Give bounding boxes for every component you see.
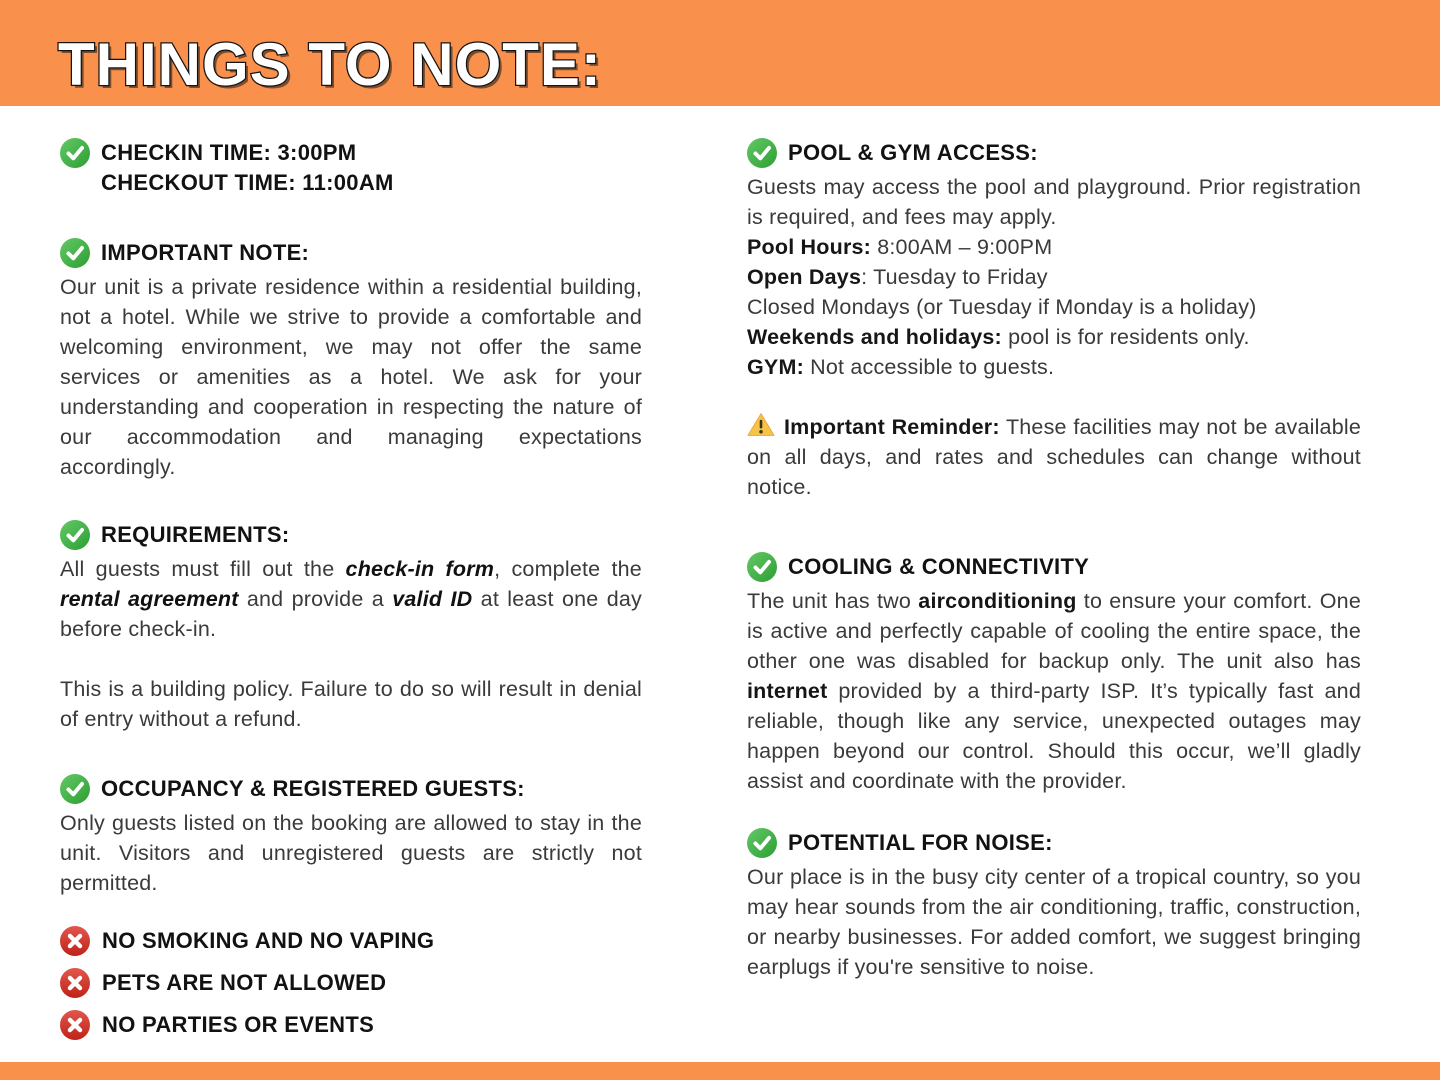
page-title: THINGS TO NOTE: [58, 31, 602, 98]
prohibited-list [60, 926, 642, 1040]
requirements-heading: REQUIREMENTS: [101, 522, 290, 547]
checkin-time-label: CHECKIN TIME: 3:00PM [101, 140, 357, 165]
left-column [60, 138, 642, 1052]
cross-circle-icon [60, 968, 90, 998]
footer-strip [0, 1062, 1440, 1080]
closed-mondays-line: Closed Mondays (or Tuesday if Monday is a holiday) [747, 295, 1257, 319]
important-note-heading: IMPORTANT NOTE: [101, 240, 310, 265]
occupancy-heading: OCCUPANCY & REGISTERED GUESTS: [101, 776, 525, 801]
section-checkin-times [60, 138, 642, 198]
cooling-heading: COOLING & CONNECTIVITY [788, 554, 1090, 579]
check-circle-icon [747, 138, 777, 168]
rule-no-pets [60, 968, 642, 998]
rule-label: PETS ARE NOT ALLOWED [102, 970, 387, 995]
gym-line: GYM: Not accessible to guests. [747, 355, 1055, 379]
check-circle-icon [747, 552, 777, 582]
check-circle-icon [60, 138, 90, 168]
rule-no-smoking [60, 926, 642, 956]
important-note-body: Our unit is a private residence within a residential building, not a hotel. While we strive to provide a comfortable and welcoming environment, we may not offer the same services or amenities as a hotel. We ask for your understanding and cooperation in respecting the nature of our accommodation and managing expectations accordingly. [60, 275, 642, 479]
pool-gym-body: Guests may access the pool and playground. Prior registration is required, and fees may apply. [747, 175, 1361, 229]
cooling-body: The unit has two airconditioning to ensure your comfort. One is active and perfectly capable of cooling the entire space, the other one was disabled for backup only. The unit also has internet provided by a third-party ISP. It’s typically fast and reliable, though like any service, unexpected outages may happen beyond our control. Should this occur, we’ll gladly assist and coordinate with the provider. [747, 589, 1361, 793]
rule-label: NO PARTIES OR EVENTS [102, 1012, 375, 1037]
section-occupancy [60, 774, 642, 898]
check-circle-icon [60, 774, 90, 804]
section-noise [747, 828, 1361, 982]
section-cooling-connectivity [747, 552, 1361, 796]
warning-triangle-icon [747, 412, 775, 437]
pool-hours-line: Pool Hours: 8:00AM – 9:00PM [747, 235, 1053, 259]
section-requirements [60, 520, 642, 734]
check-circle-icon [60, 520, 90, 550]
cross-circle-icon [60, 926, 90, 956]
rule-no-parties [60, 1010, 642, 1040]
requirements-para2: This is a building policy. Failure to do so will result in denial of entry without a refund. [60, 677, 642, 731]
rule-label: NO SMOKING AND NO VAPING [102, 928, 435, 953]
noise-body: Our place is in the busy city center of a tropical country, so you may hear sounds from the air conditioning, traffic, construction, or nearby businesses. For added comfort, we suggest bringing earplugs if you're sensitive to noise. [747, 865, 1361, 979]
checkout-time-label: CHECKOUT TIME: 11:00AM [101, 170, 394, 195]
noise-heading: POTENTIAL FOR NOISE: [788, 830, 1053, 855]
cross-circle-icon [60, 1010, 90, 1040]
right-column [747, 138, 1361, 982]
check-circle-icon [60, 238, 90, 268]
occupancy-body: Only guests listed on the booking are allowed to stay in the unit. Visitors and unregistered guests are strictly not permitted. [60, 811, 642, 895]
open-days-line: Open Days: Tuesday to Friday [747, 265, 1048, 289]
weekends-holidays-line: Weekends and holidays: pool is for residents only. [747, 325, 1250, 349]
pool-gym-heading: POOL & GYM ACCESS: [788, 140, 1038, 165]
check-circle-icon [747, 828, 777, 858]
section-pool-gym [747, 138, 1361, 502]
header-banner [0, 0, 1440, 106]
important-reminder [747, 412, 1361, 502]
section-important-note [60, 238, 642, 482]
important-reminder-text: Important Reminder: These facilities may not be available on all days, and rates and schedules can change without notice. [747, 415, 1362, 499]
requirements-para1: All guests must fill out the check-in form, complete the rental agreement and provide a valid ID at least one day before check-in. [60, 557, 642, 641]
